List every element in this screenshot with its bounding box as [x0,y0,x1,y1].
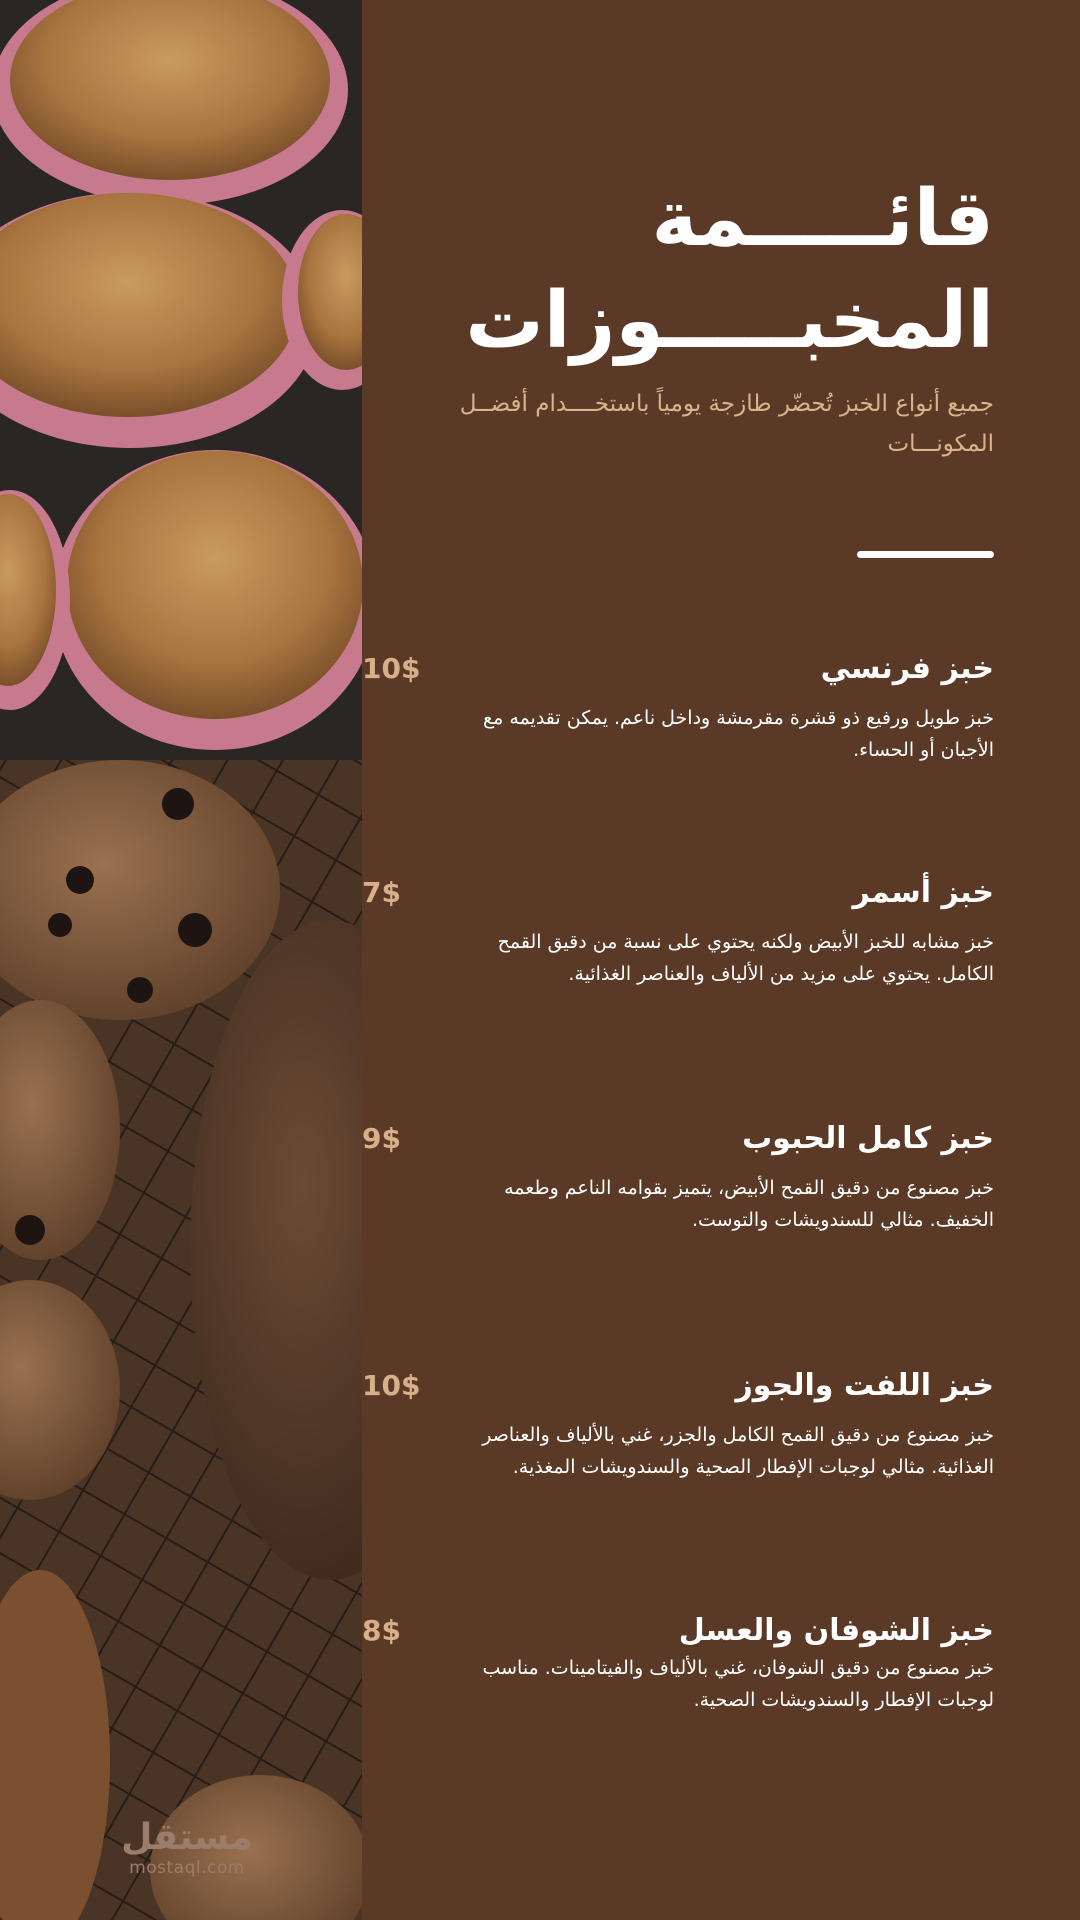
menu-item-name: خبز اللفت والجوز [735,1368,994,1403]
menu-item-price: 7$ [362,876,401,909]
menu-item-description: خبز طويل ورفيع ذو قشرة مقرمشة وداخل ناعم. يمكن تقديمه مع الأجبان أو الحساء. [483,707,994,761]
menu-item-price: 10$ [362,1369,421,1402]
menu-item [362,1365,994,1483]
mostaql-logo-arabic: مستقل [121,1817,253,1858]
menu-item-description: خبز مصنوع من دقيق القمح الأبيض، يتميز بقوامه الناعم وطعمه الخفيف. مثالي للسندويشات والتوست. [504,1177,994,1231]
menu-item [362,872,994,990]
mostaql-logo-url: mostaql.com [129,1858,245,1878]
menu-item-description: خبز مصنوع من دقيق القمح الكامل والجزر، غني بالألياف والعناصر الغذائية. مثالي لوجبات الإفطار الصحية والسندويشات المغذية. [482,1424,994,1478]
menu-item [362,1118,994,1236]
menu-subtitle: جميع أنواع الخبز تُحضّر طازجة يومياً باستخــــدام أفضــل المكونـــات [459,391,994,457]
menu-item-description: خبز مصنوع من دقيق الشوفان، غني بالألياف والفيتامينات. مناسب لوجبات الإفطار والسندويشات الصحية. [482,1657,994,1711]
mostaql-logo [112,1818,262,1878]
menu-item-price: 8$ [362,1614,401,1647]
menu-title [394,168,994,372]
baked-goods-photo [0,0,362,1920]
menu-item [362,1610,994,1716]
menu-item-price: 9$ [362,1122,401,1155]
menu-item-name: خبز أسمر [852,875,994,910]
menu-title-line2: المخبـــــوزات [465,276,994,366]
menu-item-price: 10$ [362,652,421,685]
menu-panel [362,0,1080,1920]
baked-goods-illustration [0,0,362,1920]
menu-item-name: خبز فرنسي [820,651,994,686]
menu-title-line1: قائـــــمة [651,174,994,264]
title-divider [857,551,994,558]
menu-item [362,648,994,766]
menu-item-description: خبز مشابه للخبز الأبيض ولكنه يحتوي على نسبة من دقيق القمح الكامل. يحتوي على مزيد من الألياف والعناصر الغذائية. [497,931,994,985]
menu-item-name: خبز كامل الحبوب [742,1121,994,1156]
menu-item-name: خبز الشوفان والعسل [678,1613,994,1648]
